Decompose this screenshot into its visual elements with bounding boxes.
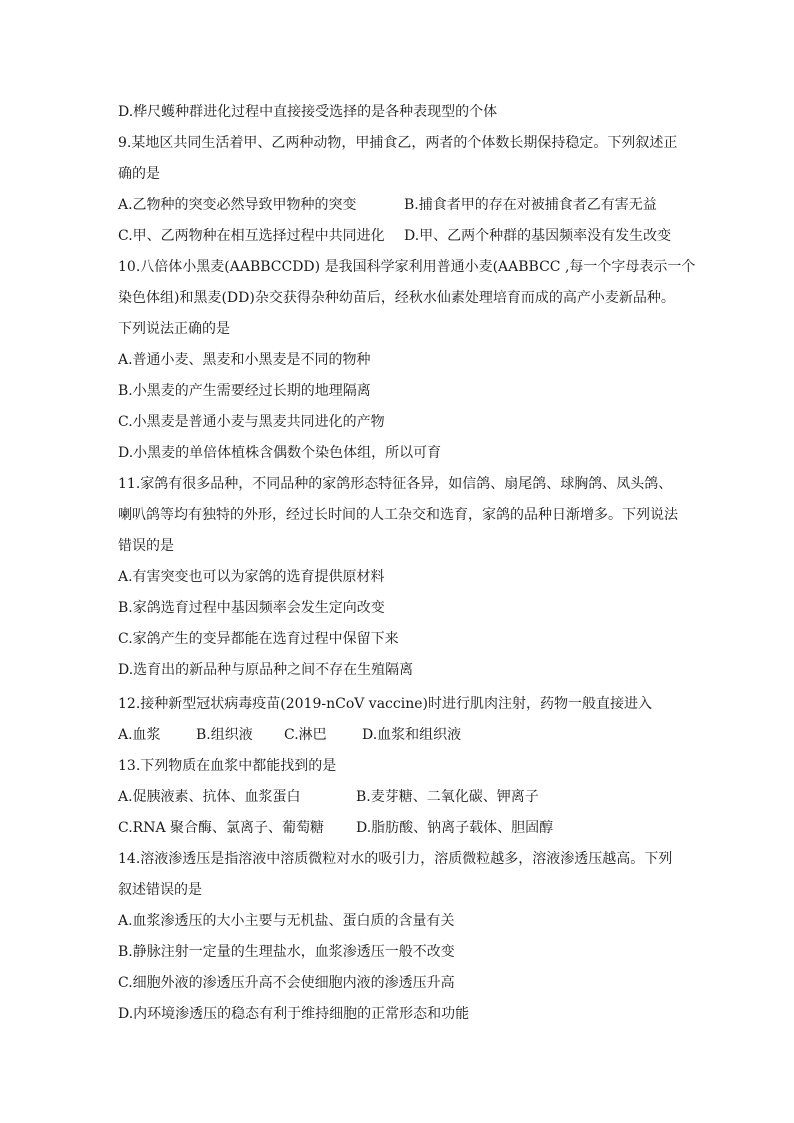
q11-option-b: B.家鸽选育过程中基因频率会发生定向改变: [118, 600, 385, 616]
q12-option-d: D.血浆和组织液: [362, 727, 462, 743]
q14-stem-line1: 14.溶液渗透压是指溶液中溶质微粒对水的吸引力，溶质微粒越多，溶液渗透压越高。下列: [118, 851, 673, 867]
q10-option-a: A.普通小麦、黑麦和小黑麦是不同的物种: [118, 352, 371, 368]
q14-stem-line2: 叙述错误的是: [118, 882, 202, 898]
q11-stem-line2: 喇叭鸽等均有独特的外形，经过长时间的人工杂交和选育，家鸽的品种日渐增多。下列说法: [118, 507, 678, 523]
q9-option-b: B.捕食者甲的存在对被捕食者乙有害无益: [404, 197, 657, 213]
q12-option-b: B.组织液: [196, 727, 253, 743]
q14-option-b: B.静脉注射一定量的生理盐水，血浆渗透压一般不改变: [118, 944, 455, 960]
q11-option-c: C.家鸽产生的变异都能在选育过程中保留下来: [118, 631, 399, 647]
q10-stem-line2: 染色体组)和黑麦(DD)杂交获得杂种幼苗后，经秋水仙素处理培育而成的高产小麦新品种。: [118, 290, 675, 306]
q9-option-d: D.甲、乙两个种群的基因频率没有发生改变: [404, 228, 672, 244]
q13-option-d: D.脂肪酸、钠离子载体、胆固醇: [356, 820, 554, 836]
q14-option-d: D.内环境渗透压的稳态有利于维持细胞的正常形态和功能: [118, 1006, 470, 1022]
q12-option-a: A.血浆: [118, 727, 161, 743]
q14-option-a: A.血浆渗透压的大小主要与无机盐、蛋白质的含量有关: [118, 913, 455, 929]
q11-option-d: D.选育出的新品种与原品种之间不存在生殖隔离: [118, 662, 414, 678]
q11-stem-line1: 11.家鸽有很多品种，不同品种的家鸽形态特征各异，如信鸽、扇尾鸽、球胸鸽、凤头鸽、: [118, 476, 673, 492]
q13-stem: 13.下列物质在血浆中都能找到的是: [118, 758, 337, 774]
q14-option-c: C.细胞外液的渗透压升高不会使细胞内液的渗透压升高: [118, 975, 455, 991]
q11-stem-line3: 错误的是: [118, 538, 174, 554]
q13-option-c: C.RNA 聚合酶、氯离子、葡萄糖: [118, 820, 325, 836]
q8-option-d: D.桦尺蠖种群进化过程中直接接受选择的是各种表现型的个体: [118, 104, 498, 120]
q11-option-a: A.有害突变也可以为家鸽的选育提供原材料: [118, 569, 385, 585]
q13-option-a: A.促胰液素、抗体、血浆蛋白: [118, 789, 301, 805]
q9-option-a: A.乙物种的突变必然导致甲物种的突变: [118, 197, 357, 213]
q9-option-c: C.甲、乙两物种在相互选择过程中共同进化: [118, 228, 385, 244]
q9-stem-line2: 确的是: [118, 166, 160, 182]
q13-option-b: B.麦芽糖、二氧化碳、钾离子: [356, 789, 539, 805]
q10-option-d: D.小黑麦的单倍体植株含偶数个染色体组，所以可育: [118, 445, 442, 461]
q10-stem-line3: 下列说法正确的是: [118, 321, 230, 337]
q9-stem-line1: 9.某地区共同生活着甲、乙两种动物，甲捕食乙，两者的个体数长期保持稳定。下列叙述正: [118, 135, 678, 151]
q12-stem: 12.接种新型冠状病毒疫苗(2019-nCoV vaccine)时进行肌肉注射，药物一般直接进入: [118, 696, 652, 712]
q10-option-b: B.小黑麦的产生需要经过长期的地理隔离: [118, 383, 371, 399]
q10-option-c: C.小黑麦是普通小麦与黑麦共同进化的产物: [118, 414, 385, 430]
q12-option-c: C.淋巴: [284, 727, 327, 743]
q10-stem-line1: 10.八倍体小黑麦(AABBCCDD) 是我国科学家利用普通小麦(AABBCC ,每一个字母表示一个: [118, 259, 696, 275]
